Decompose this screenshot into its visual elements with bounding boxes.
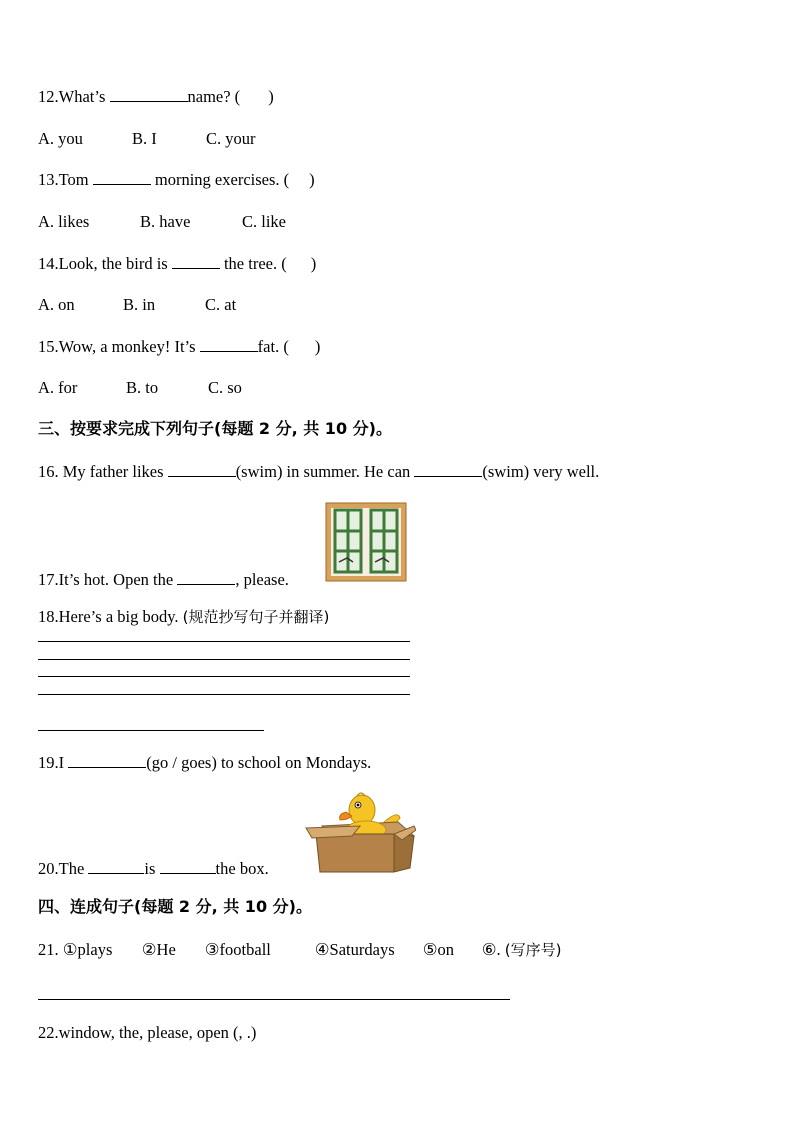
question-text: , please. bbox=[235, 570, 289, 589]
options-14 bbox=[38, 295, 236, 315]
paren-close: ) bbox=[310, 254, 317, 273]
options-13 bbox=[38, 212, 286, 232]
question-text: Tom bbox=[58, 170, 93, 189]
word-tile: ④Saturdays bbox=[314, 940, 395, 959]
question-18 bbox=[38, 607, 329, 627]
question-instruction: (规范抄写句子并翻译) bbox=[182, 608, 330, 626]
section-3-heading: 三、按要求完成下列句子(每题 2 分, 共 10 分)。 bbox=[38, 419, 392, 438]
question-number: 12. bbox=[38, 87, 59, 106]
writing-line-4[interactable] bbox=[38, 694, 410, 695]
question-text: (go / goes) to school on Mondays. bbox=[146, 753, 372, 772]
option-b[interactable]: B. in bbox=[123, 295, 156, 314]
question-text: name? ( bbox=[187, 87, 241, 106]
question-text: Here’s a big body. bbox=[58, 607, 183, 626]
option-a[interactable]: A. for bbox=[38, 378, 78, 397]
options-12 bbox=[38, 129, 256, 149]
question-15 bbox=[38, 337, 320, 357]
duck-in-box-icon bbox=[302, 790, 416, 876]
answer-blank-2[interactable] bbox=[414, 462, 482, 477]
option-b[interactable]: B. I bbox=[132, 129, 157, 148]
question-13 bbox=[38, 170, 315, 190]
option-b[interactable]: B. to bbox=[126, 378, 159, 397]
question-text: My father likes bbox=[62, 462, 168, 481]
paren-close: ) bbox=[309, 170, 315, 189]
question-text: Look, the bird is bbox=[58, 254, 172, 273]
question-number: 22. bbox=[38, 1023, 59, 1042]
question-text: window, the, please, open (, .) bbox=[58, 1023, 257, 1042]
option-c[interactable]: C. so bbox=[208, 378, 242, 397]
question-text: The bbox=[58, 859, 89, 878]
question-20 bbox=[38, 859, 269, 879]
word-tile: ①plays bbox=[62, 940, 113, 959]
answer-blank[interactable] bbox=[68, 753, 146, 768]
question-text: It’s hot. Open the bbox=[58, 570, 178, 589]
question-text: the tree. ( bbox=[219, 254, 287, 273]
option-a[interactable]: A. you bbox=[38, 129, 83, 148]
translation-line[interactable] bbox=[38, 730, 264, 731]
paren-close: ) bbox=[268, 87, 274, 106]
question-21 bbox=[38, 940, 562, 960]
question-22 bbox=[38, 1023, 256, 1043]
question-number: 13. bbox=[38, 170, 59, 189]
option-b[interactable]: B. have bbox=[140, 212, 191, 231]
section-4-heading: 四、连成句子(每题 2 分, 共 10 分)。 bbox=[38, 897, 312, 916]
paren-close: ) bbox=[314, 337, 321, 356]
writing-line-2[interactable] bbox=[38, 659, 410, 660]
answer-blank[interactable] bbox=[172, 254, 220, 269]
option-a[interactable]: A. on bbox=[38, 295, 75, 314]
question-16 bbox=[38, 462, 599, 482]
question-14 bbox=[38, 254, 316, 274]
word-tile: ⑤on bbox=[422, 940, 455, 959]
writing-line-1[interactable] bbox=[38, 641, 410, 642]
options-15 bbox=[38, 378, 242, 398]
answer-blank[interactable] bbox=[93, 170, 151, 185]
answer-blank-1[interactable] bbox=[168, 462, 236, 477]
question-12 bbox=[38, 87, 274, 107]
window-picture bbox=[325, 502, 407, 582]
word-tile: ②He bbox=[141, 940, 176, 959]
option-c[interactable]: C. like bbox=[242, 212, 286, 231]
duck-in-box-picture bbox=[302, 790, 416, 876]
question-text: I bbox=[58, 753, 69, 772]
question-number: 15. bbox=[38, 337, 59, 356]
question-text: fat. ( bbox=[257, 337, 289, 356]
question-text: What’s bbox=[58, 87, 110, 106]
window-icon bbox=[325, 502, 407, 582]
answer-blank-2[interactable] bbox=[160, 859, 216, 874]
question-text: morning exercises. ( bbox=[150, 170, 290, 189]
question-text: (swim) in summer. He can bbox=[235, 462, 415, 481]
question-text: (swim) very well. bbox=[482, 462, 600, 481]
question-19 bbox=[38, 753, 371, 773]
option-c[interactable]: C. at bbox=[205, 295, 237, 314]
word-tile: ③football bbox=[204, 940, 271, 959]
question-text: is bbox=[144, 859, 160, 878]
question-number: 16. bbox=[38, 462, 63, 481]
question-text: the box. bbox=[215, 859, 269, 878]
answer-line[interactable] bbox=[38, 999, 510, 1000]
question-number: 17. bbox=[38, 570, 59, 589]
writing-line-3[interactable] bbox=[38, 676, 410, 677]
question-instruction: (写序号) bbox=[504, 941, 562, 959]
answer-blank[interactable] bbox=[110, 87, 188, 102]
question-number: 21. bbox=[38, 940, 63, 959]
answer-blank-1[interactable] bbox=[88, 859, 144, 874]
answer-blank[interactable] bbox=[177, 570, 235, 585]
question-text: Wow, a monkey! It’s bbox=[58, 337, 200, 356]
answer-blank[interactable] bbox=[200, 337, 258, 352]
question-number: 19. bbox=[38, 753, 59, 772]
question-17 bbox=[38, 570, 289, 590]
word-tile: ⑥. bbox=[481, 940, 501, 959]
question-number: 14. bbox=[38, 254, 59, 273]
option-c[interactable]: C. your bbox=[206, 129, 256, 148]
question-number: 20. bbox=[38, 859, 59, 878]
option-a[interactable]: A. likes bbox=[38, 212, 90, 231]
question-number: 18. bbox=[38, 607, 59, 626]
